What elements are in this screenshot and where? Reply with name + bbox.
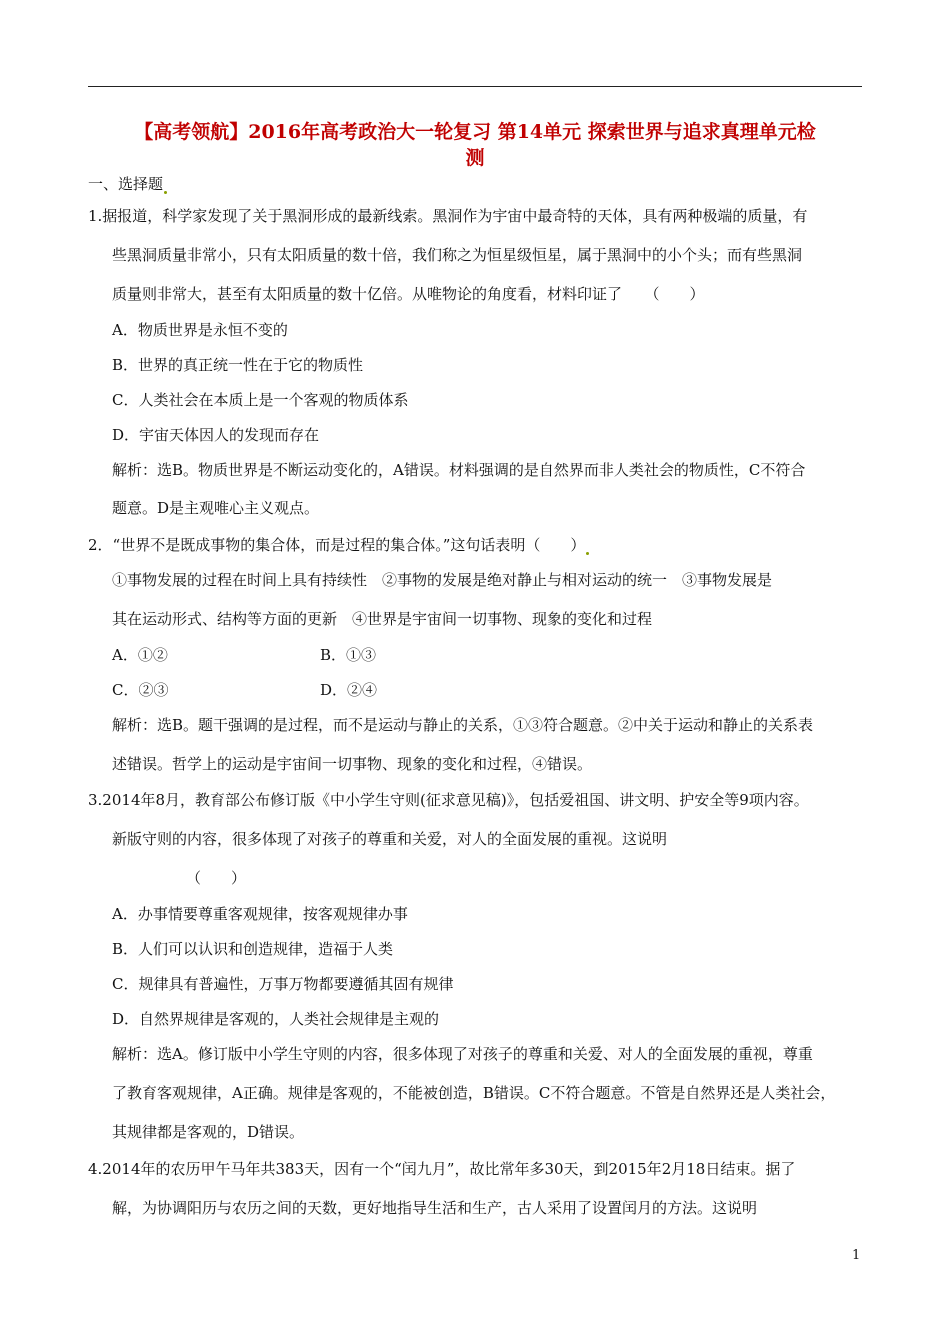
mark-dot (586, 552, 589, 555)
q2-statements-line1: ①事物发展的过程在时间上具有持续性 ②事物的发展是绝对静止与相对运动的统一 ③事物发展是 (112, 571, 773, 589)
q3-answer-paren: （ ） (186, 869, 247, 887)
q3-answer-line3: 其规律都是客观的，D错误。 (112, 1123, 305, 1141)
page-number: 1 (852, 1248, 861, 1263)
q3-option-b: B．人们可以认识和创造规律，造福于人类 (112, 940, 394, 958)
q2-stem: 2．“世界不是既成事物的集合体，而是过程的集合体。”这句话表明（ ） (88, 535, 589, 555)
q1-option-c: C．人类社会在本质上是一个客观的物质体系 (112, 391, 409, 409)
q1-option-a: A．物质世界是永恒不变的 (112, 321, 288, 339)
q2-option-c: C．②③ (112, 681, 169, 699)
q1-answer-line1: 解析：选B。物质世界是不断运动变化的，A错误。材料强调的是自然界而非人类社会的物质性，C不符合 (112, 461, 806, 479)
q2-statements-line2: 其在运动形式、结构等方面的更新 ④世界是宇宙间一切事物、现象的变化和过程 (112, 610, 653, 628)
q2-option-a: A．①② (112, 646, 168, 664)
q3-option-d: D．自然界规律是客观的，人类社会规律是主观的 (112, 1010, 440, 1028)
q1-stem-line3: 质量则非常大，甚至有太阳质量的数十亿倍。从唯物论的角度看，材料印证了 （ ） (112, 285, 705, 303)
mark-dot (164, 191, 167, 194)
q2-answer-line1: 解析：选B。题干强调的是过程，而不是运动与静止的关系，①③符合题意。②中关于运动和静止的关系表 (112, 716, 814, 734)
q2-option-b: B．①③ (320, 646, 377, 664)
q1-stem-line2: 些黑洞质量非常小，只有太阳质量的数十倍，我们称之为恒星级恒星，属于黑洞中的小个头；而有些黑洞 (112, 246, 803, 264)
q4-stem-line1: 4.2014年的农历甲午马年共383天，因有一个“闰九月”，故比常年多30天，到2015年2月18日结束。据了 (88, 1160, 796, 1178)
q3-option-c: C．规律具有普遍性，万事万物都要遵循其固有规律 (112, 975, 454, 993)
header-rule (88, 86, 862, 87)
section-heading: 一、选择题 (88, 174, 167, 194)
q1-stem-line1: 1.据报道，科学家发现了关于黑洞形成的最新线索。黑洞作为宇宙中最奇特的天体，具有两种极端的质量，有 (88, 207, 808, 225)
q3-stem-line1: 3.2014年8月，教育部公布修订版《中小学生守则(征求意见稿)》，包括爱祖国、讲文明、护安全等9项内容。 (88, 791, 809, 809)
q2-answer-line2: 述错误。哲学上的运动是宇宙间一切事物、现象的变化和过程，④错误。 (112, 755, 593, 773)
doc-title-line2: 测 (465, 147, 485, 169)
q3-stem-line2: 新版守则的内容，很多体现了对孩子的尊重和关爱，对人的全面发展的重视。这说明 (112, 830, 668, 848)
q3-answer-line1: 解析：选A。修订版中小学生守则的内容，很多体现了对孩子的尊重和关爱、对人的全面发展的重视，尊重 (112, 1045, 813, 1063)
q3-answer-line2: 了教育客观规律，A正确。规律是客观的，不能被创造，B错误。C不符合题意。不管是自然界还是人类社会， (112, 1084, 836, 1102)
q4-stem-line2: 解，为协调阳历与农历之间的天数，更好地指导生活和生产，古人采用了设置闰月的方法。这说明 (112, 1199, 758, 1217)
q2-option-d: D．②④ (320, 681, 378, 699)
q1-answer-line2: 题意。D是主观唯心主义观点。 (112, 499, 320, 517)
q1-option-d: D．宇宙天体因人的发现而存在 (112, 426, 320, 444)
q1-option-b: B．世界的真正统一性在于它的物质性 (112, 356, 364, 374)
doc-title-line1: 【高考领航】2016年高考政治大一轮复习 第14单元 探索世界与追求真理单元检 (134, 121, 816, 143)
q3-option-a: A．办事情要尊重客观规律，按客观规律办事 (112, 905, 408, 923)
